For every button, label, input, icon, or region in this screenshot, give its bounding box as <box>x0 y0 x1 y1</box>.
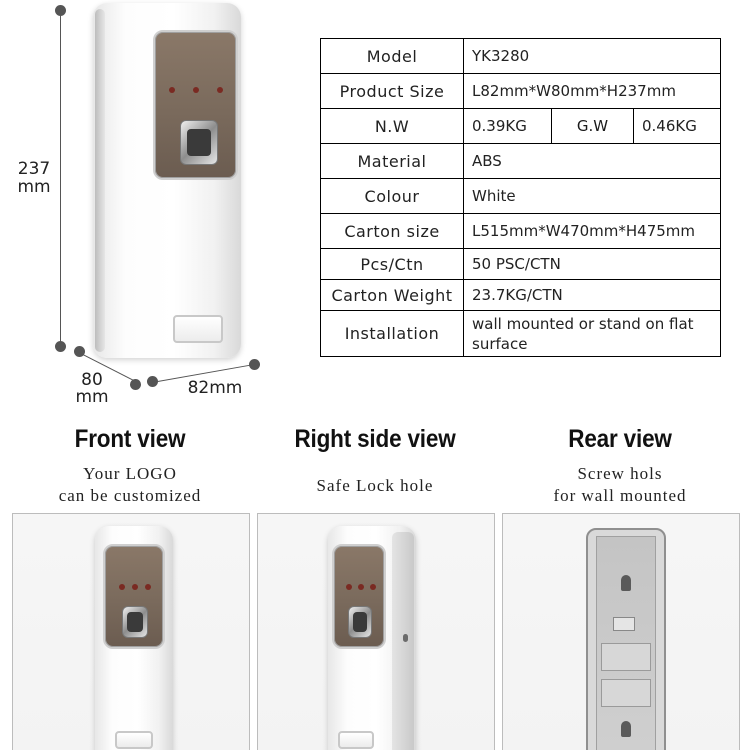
gw-value: 0.46KG <box>634 109 721 144</box>
material-label: Material <box>321 144 464 179</box>
rear-view-image <box>502 513 740 750</box>
front-view-image <box>12 513 250 750</box>
height-value: 237 <box>17 159 51 179</box>
side-view-caption-1: Safe Lock hole <box>316 476 434 495</box>
device-side-edge <box>95 9 105 352</box>
front-view-caption-2: can be customized <box>58 486 202 505</box>
table-row <box>321 109 721 144</box>
table-row <box>321 39 721 74</box>
gw-label: G.W <box>552 109 634 144</box>
pcs-value: 50 PSC/CTN <box>464 249 721 280</box>
rear-slot <box>601 679 651 707</box>
table-row <box>321 74 721 109</box>
side-view-image <box>257 513 495 750</box>
dispenser-front <box>95 526 173 750</box>
carton-weight-value: 23.7KG/CTN <box>464 280 721 311</box>
indicator-led <box>132 584 138 590</box>
width-value: 82mm <box>187 378 243 398</box>
indicator-led <box>169 87 175 93</box>
installation-label: Installation <box>321 311 464 357</box>
table-row <box>321 249 721 280</box>
dispenser-rear <box>586 528 666 750</box>
rear-view-caption-2: for wall mounted <box>553 486 687 505</box>
height-unit: mm <box>17 177 51 197</box>
lock-box <box>122 606 148 638</box>
indicator-led <box>145 584 151 590</box>
dimension-dot-bottom <box>55 341 66 352</box>
indicator-led <box>358 584 364 590</box>
rear-latch <box>613 617 635 631</box>
carton-size-label: Carton size <box>321 214 464 249</box>
screw-hole-top <box>621 575 631 591</box>
indicator-led <box>119 584 125 590</box>
dimension-dot-depth-end <box>130 379 141 390</box>
indicator-led <box>217 87 223 93</box>
rear-view-caption-1: Screw hols <box>577 464 663 483</box>
indicator-led <box>370 584 376 590</box>
side-view-title: Right side view <box>294 425 456 453</box>
nw-label: N.W <box>321 109 464 144</box>
table-row <box>321 280 721 311</box>
height-dimension-line <box>60 10 61 346</box>
dispenser-side <box>328 526 416 750</box>
dispenser-device <box>93 3 241 358</box>
spray-button <box>115 731 153 749</box>
nw-value: 0.39KG <box>464 109 552 144</box>
table-row <box>321 179 721 214</box>
spray-button <box>338 731 374 749</box>
lock-box <box>180 120 218 165</box>
model-value: YK3280 <box>464 39 721 74</box>
rear-slot <box>601 643 651 671</box>
pcs-label: Pcs/Ctn <box>321 249 464 280</box>
colour-value: White <box>464 179 721 214</box>
dimension-dot-width-end <box>249 359 260 370</box>
display-window <box>153 30 238 180</box>
spray-button <box>173 315 223 343</box>
size-value: L82mm*W80mm*H237mm <box>464 74 721 109</box>
display-window <box>332 544 386 649</box>
carton-size-value: L515mm*W470mm*H475mm <box>464 214 721 249</box>
table-row <box>321 214 721 249</box>
front-view-title: Front view <box>74 425 186 453</box>
indicator-led <box>346 584 352 590</box>
front-view-caption-1: Your LOGO <box>83 464 177 483</box>
installation-value: wall mounted or stand on flat surface <box>464 311 721 357</box>
display-window <box>103 544 165 649</box>
depth-unit: mm <box>75 387 109 407</box>
lock-box <box>348 606 372 638</box>
safe-lock-hole <box>403 634 408 642</box>
carton-weight-label: Carton Weight <box>321 280 464 311</box>
table-row <box>321 311 721 357</box>
indicator-led <box>193 87 199 93</box>
depth-value: 80 <box>81 370 103 390</box>
rear-view-title: Rear view <box>568 425 672 453</box>
size-label: Product Size <box>321 74 464 109</box>
table-row <box>321 144 721 179</box>
spec-table <box>320 38 721 357</box>
colour-label: Colour <box>321 179 464 214</box>
material-value: ABS <box>464 144 721 179</box>
screw-hole-bottom <box>621 721 631 737</box>
rear-plate <box>596 536 656 750</box>
model-label: Model <box>321 39 464 74</box>
